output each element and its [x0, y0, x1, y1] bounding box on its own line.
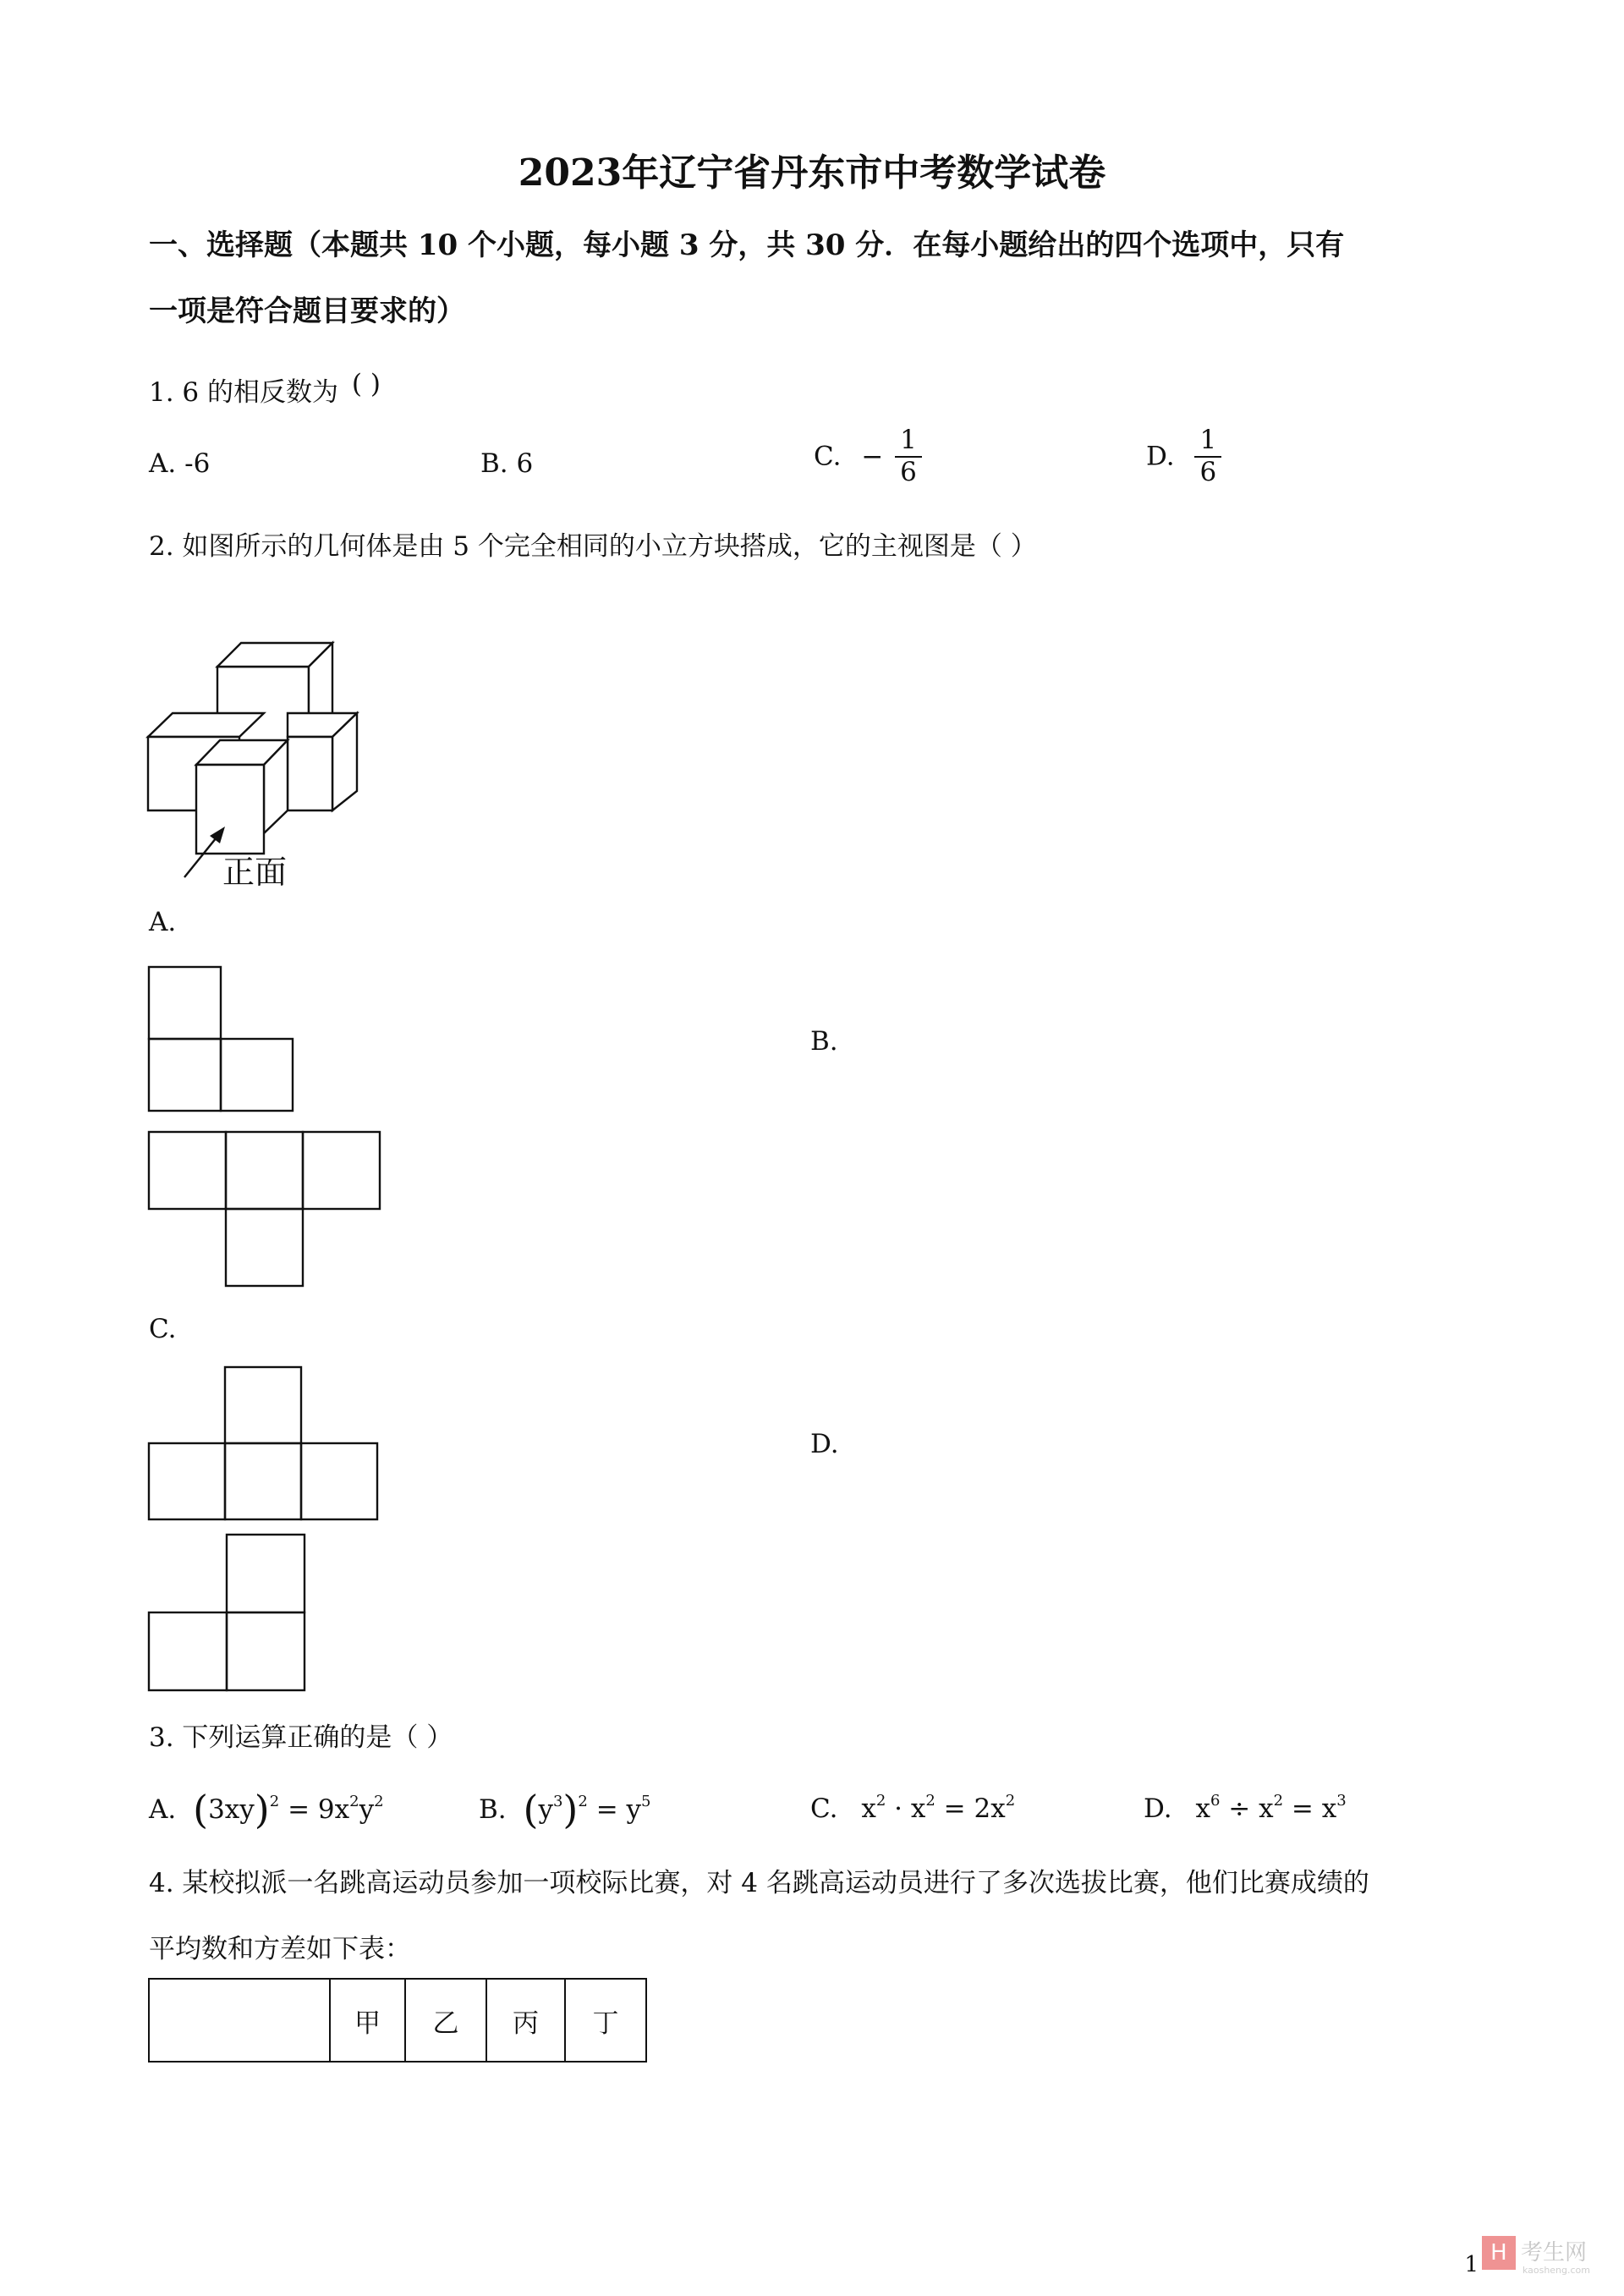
- q2-option-d-label: D.: [810, 1429, 839, 1459]
- section-heading-line1: 一、选择题（本题共 10 个小题，每小题 3 分，共 30 分．在每小题给出的四个选项中，只有: [149, 228, 1345, 262]
- q1-option-c-numerator: 1: [895, 426, 922, 458]
- q1-stem: [149, 371, 381, 409]
- q2-option-c-figure: [148, 1366, 385, 1519]
- q3-option-d-e3: 3: [1336, 1792, 1347, 1810]
- cube-front-front-face: [196, 765, 264, 854]
- q3-option-a-exp: 2: [269, 1793, 280, 1810]
- q3-option-d-e2: 2: [1273, 1792, 1284, 1810]
- table-header-cell: 甲: [330, 1979, 405, 2062]
- table-header-cell: 乙: [405, 1979, 486, 2062]
- watermark-text: 考生网: [1520, 2239, 1587, 2266]
- q3-option-a-lparen: (: [193, 1787, 209, 1832]
- q2-front-label: 正面: [222, 854, 288, 891]
- q2-option-a-label: A.: [149, 907, 177, 937]
- q3-option-a-label: A.: [149, 1794, 177, 1825]
- q3-option-b-inner-exp: 3: [552, 1793, 563, 1810]
- q3-option-c: [810, 1792, 1015, 1824]
- q1-option-c-fraction: [895, 426, 922, 487]
- q3-option-b-exp: 2: [578, 1793, 588, 1810]
- q3-option-a-rhs: = 9x: [288, 1794, 350, 1825]
- q2-option-d-figure: [148, 1534, 310, 1696]
- q3-option-a-rhs2: y: [359, 1794, 375, 1825]
- q3-option-a-rparen: ): [254, 1787, 270, 1832]
- q1-option-d-denominator: 6: [1199, 456, 1217, 487]
- q3-option-a-rhs-exp2: 2: [374, 1793, 384, 1810]
- table-header-cell: 丁: [565, 1979, 646, 2062]
- q1-option-c: [814, 426, 922, 487]
- q4-score-table: [148, 1978, 647, 2063]
- q2-option-a-figure: [148, 966, 297, 1115]
- q3-option-c-x2: · x: [894, 1793, 926, 1824]
- q3-option-d-x1: x: [1195, 1793, 1210, 1824]
- q3-option-b-lparen: (: [523, 1787, 539, 1832]
- q3-option-c-label: C.: [810, 1793, 838, 1824]
- q1-option-d-numerator: 1: [1194, 426, 1221, 458]
- q1-option-c-sign: −: [861, 441, 884, 472]
- q1-option-c-denominator: 6: [900, 456, 917, 487]
- q1-option-c-label: C.: [814, 441, 842, 472]
- q3-option-b-base: y: [538, 1794, 553, 1825]
- q3-option-a: [149, 1787, 384, 1832]
- q3-option-d: [1144, 1792, 1347, 1824]
- q4-stem-line1: 4. 某校拟派一名跳高运动员参加一项校际比赛，对 4 名跳高运动员进行了多次选拔比赛，他们比赛成绩的: [149, 1868, 1369, 1898]
- q3-option-b-rparen: ): [562, 1787, 579, 1832]
- q1-option-d-fraction: [1194, 426, 1221, 487]
- table-header-cell: 丙: [486, 1979, 565, 2062]
- q4-stem-line2: 平均数和方差如下表：: [149, 1934, 411, 1964]
- q1-option-d-label: D.: [1146, 441, 1175, 472]
- q3-stem: 3. 下列运算正确的是（ ）: [149, 1722, 453, 1753]
- q1-answer-paren: ( ): [351, 369, 381, 399]
- q3-option-a-rhs-exp1: 2: [349, 1793, 359, 1810]
- q2-option-b-figure: [148, 1131, 385, 1290]
- watermark-logo: H: [1482, 2236, 1516, 2270]
- cube-right-front-face: [288, 737, 332, 810]
- q3-option-d-label: D.: [1144, 1793, 1172, 1824]
- q3-option-c-x1: x: [861, 1793, 876, 1824]
- q3-option-c-rhs: = 2x: [943, 1793, 1006, 1824]
- q3-option-a-base: 3xy: [208, 1794, 255, 1825]
- q3-option-d-rhs: = x: [1291, 1793, 1337, 1824]
- q1-option-b: B. 6: [480, 448, 534, 479]
- q1-option-d: [1146, 426, 1221, 487]
- watermark: [1482, 2235, 1590, 2277]
- q3-option-c-e2: 2: [925, 1792, 935, 1810]
- q2-option-b-label: B.: [810, 1026, 838, 1057]
- q2-option-c-label: C.: [149, 1314, 177, 1344]
- page-number: 1: [1464, 2252, 1479, 2277]
- q1-stem-text: 1. 6 的相反数为: [149, 377, 339, 408]
- section-heading-line2: 一项是符合题目要求的）: [149, 294, 465, 328]
- q3-option-d-e1: 6: [1210, 1792, 1221, 1810]
- q3-option-b-label: B.: [479, 1794, 507, 1825]
- q3-option-c-e3: 2: [1005, 1792, 1016, 1810]
- q3-option-d-x2: ÷ x: [1228, 1793, 1274, 1824]
- q3-option-b-rhs-exp: 5: [641, 1793, 651, 1810]
- watermark-sub: kaosheng.com: [1522, 2265, 1590, 2276]
- q3-option-b: [479, 1787, 650, 1832]
- table-header-cell: [149, 1979, 330, 2062]
- q3-option-c-e1: 2: [875, 1792, 886, 1810]
- q3-option-b-rhs: = y: [595, 1794, 642, 1825]
- q1-option-a: A. -6: [149, 448, 211, 479]
- q2-stem: 2. 如图所示的几何体是由 5 个完全相同的小立方块搭成，它的主视图是（ ）: [149, 531, 1037, 562]
- page-title: 2023年辽宁省丹东市中考数学试卷: [518, 151, 1106, 195]
- table-row: [149, 1979, 646, 2062]
